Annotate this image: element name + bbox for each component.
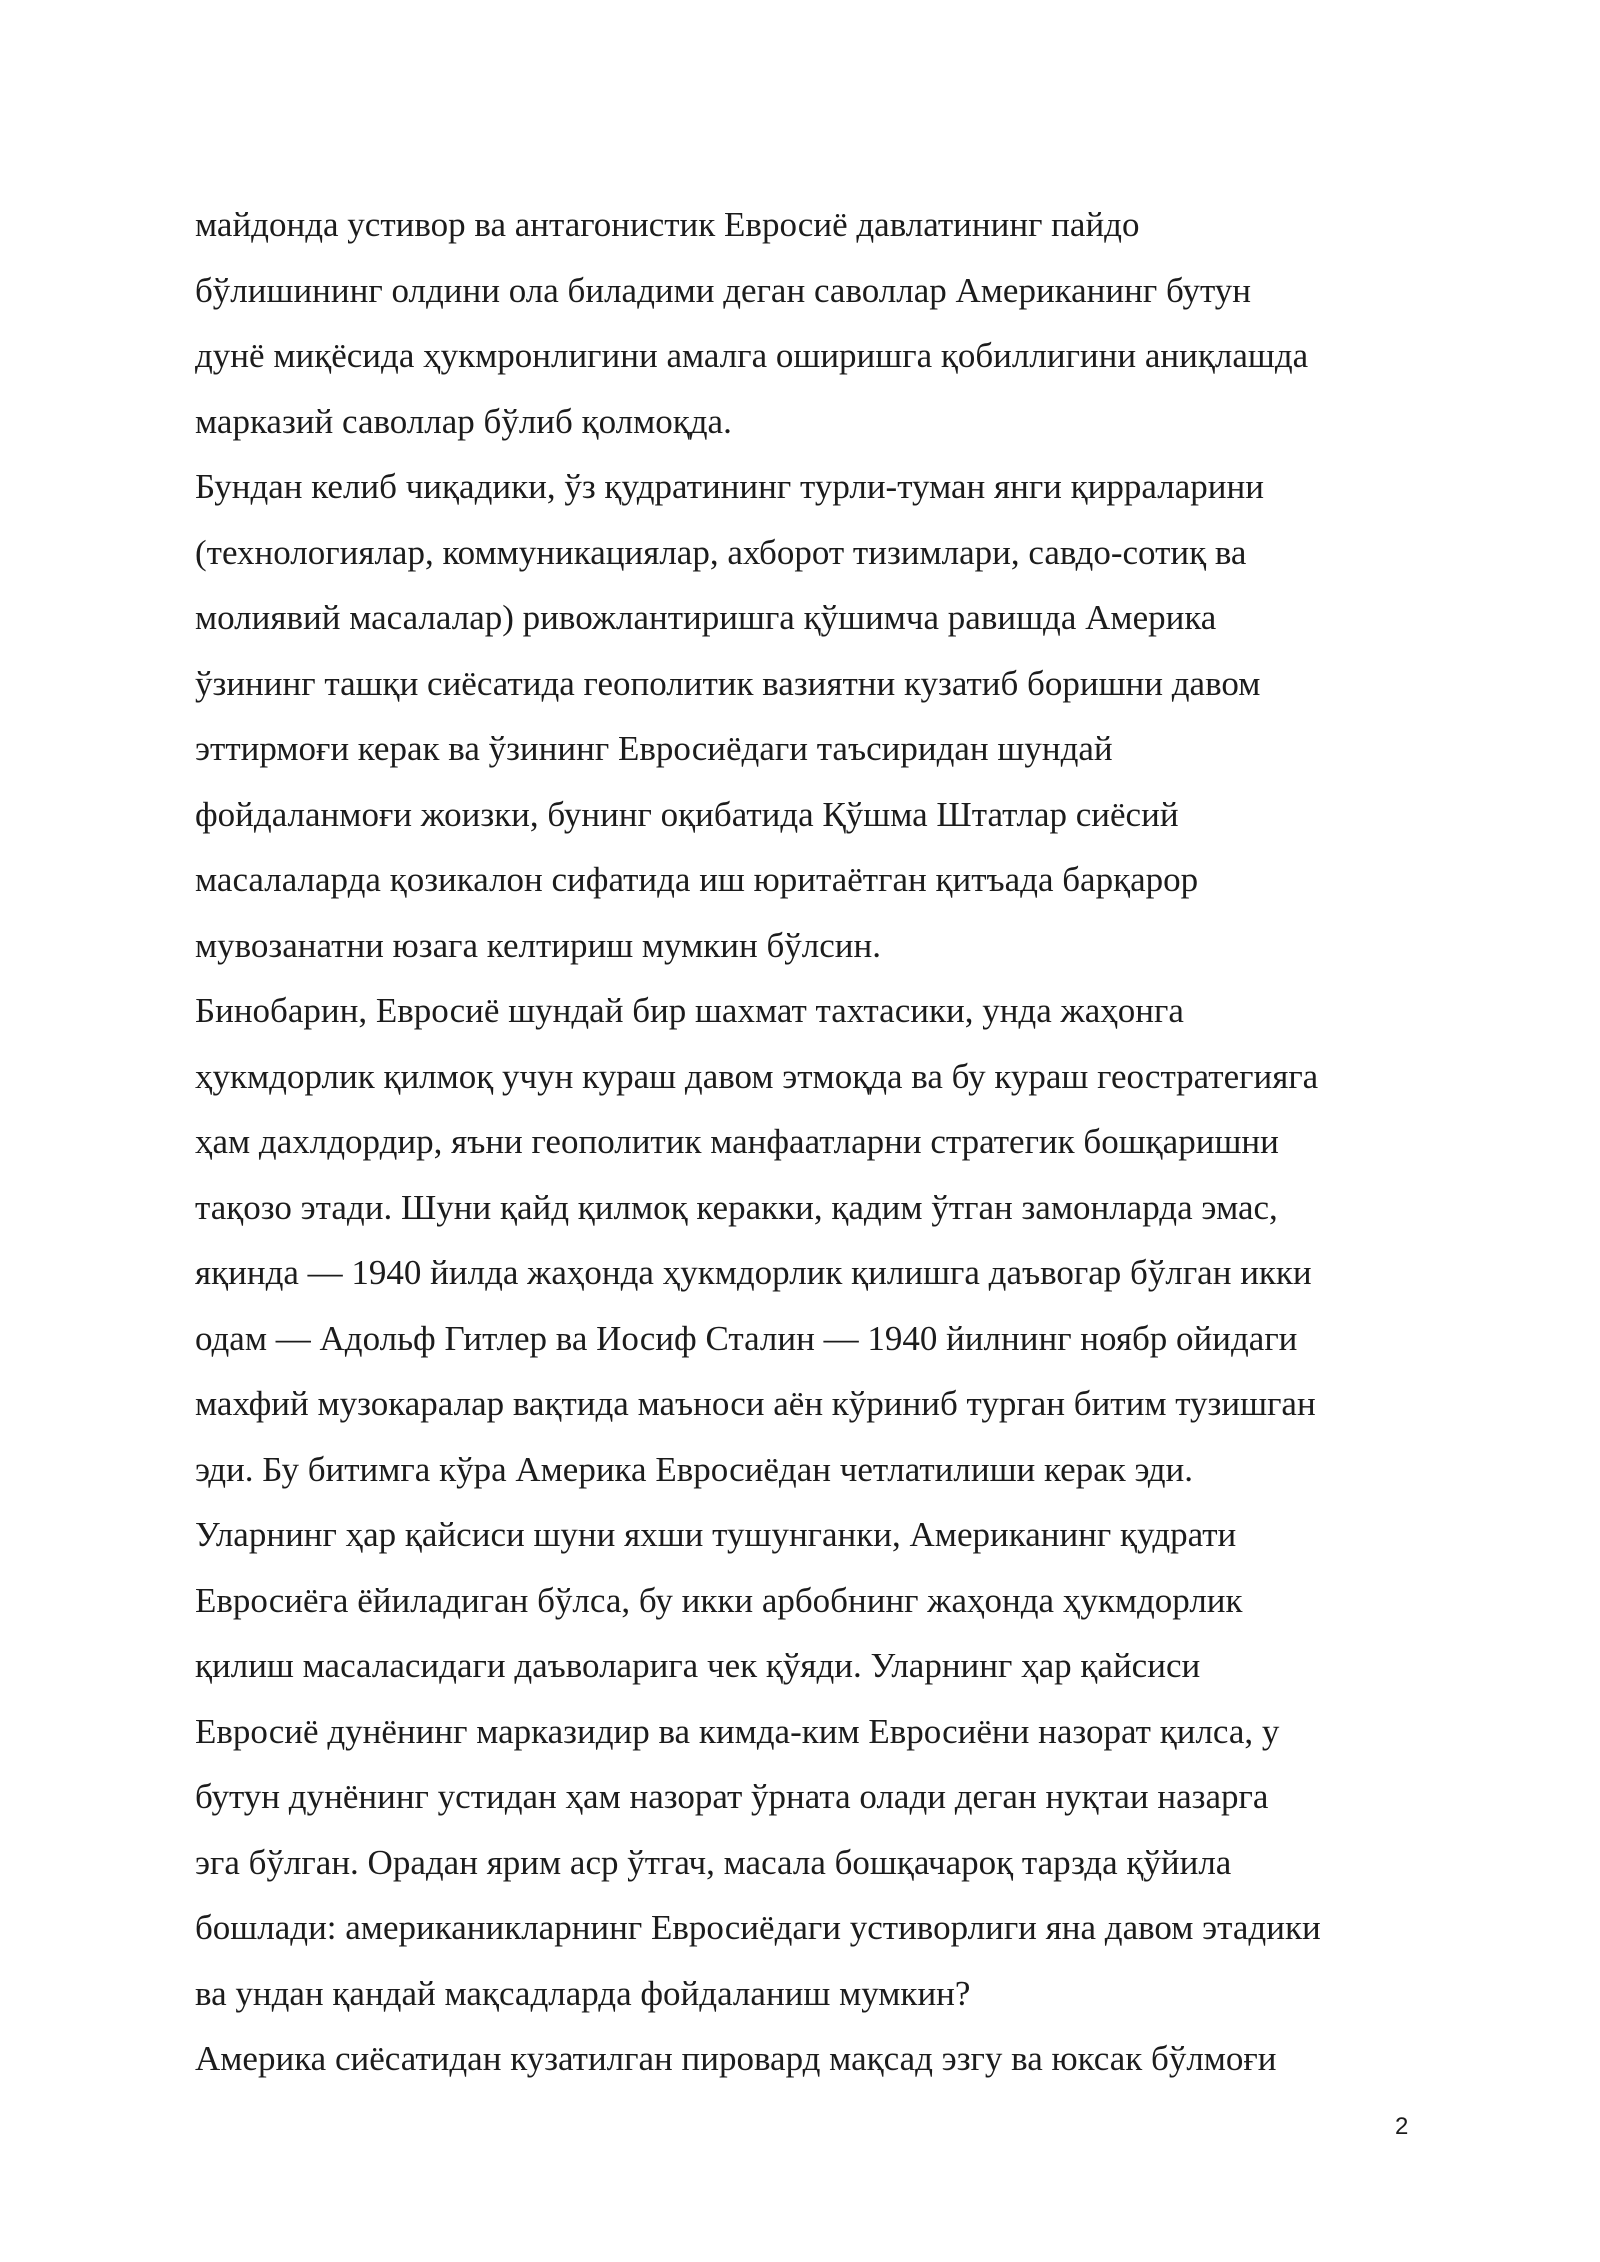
- body-text: [195, 192, 1425, 2092]
- text-line: ўзининг ташқи сиёсатида геополитик вазиятни кузатиб боришни давом: [195, 663, 1261, 703]
- text-line: эга бўлган. Орадан ярим аср ўтгач, масала бошқачароқ тарзда қўйила: [195, 1842, 1232, 1882]
- text-line: ва ундан қандай мақсадларда фойдаланиш мумкин?: [195, 1973, 971, 2013]
- text-line: Америка сиёсатидан кузатилган пировард мақсад эзгу ва юксак бўлмоғи: [195, 2039, 1277, 2078]
- text-line: Уларнинг ҳар қайсиси шуни яхши тушунганки, Американинг қудрати: [195, 1515, 1237, 1554]
- text-line: махфий музокаралар вақтида маъноси аён кўриниб турган битим тузишган: [195, 1384, 1316, 1423]
- text-line: фойдаланмоғи жоизки, бунинг оқибатида Қўшма Штатлар сиёсий: [195, 794, 1179, 834]
- text-line: эди. Бу битимга кўра Америка Евросиёдан четлатилиши керак эди.: [195, 1449, 1193, 1489]
- text-line: қилиш масаласидаги даъволарига чек қўяди. Уларнинг ҳар қайсиси: [195, 1646, 1201, 1685]
- text-line: молиявий масалалар) ривожлантиришга қўшимча равишда Америка: [195, 598, 1217, 637]
- text-line: Евросиё дунёнинг марказидир ва кимда-ким Евросиёни назорат қилса, у: [195, 1711, 1280, 1751]
- text-line: масалаларда қозикалон сифатида иш юритаётган қитъада барқарор: [195, 860, 1199, 899]
- text-line: бошлади: американикларнинг Евросиёдаги устиворлиги яна давом этадики: [195, 1908, 1321, 1947]
- text-line: мувозанатни юзага келтириш мумкин бўлсин.: [195, 925, 881, 965]
- text-line: эттирмоғи керак ва ўзининг Евросиёдаги таъсиридан шундай: [195, 729, 1113, 768]
- text-line: майдонда устивор ва антагонистик Евросиё давлатининг пайдо: [195, 205, 1140, 244]
- text-line: марказий саволлар бўлиб қолмоқда.: [195, 401, 732, 441]
- page-number: 2: [1395, 2113, 1409, 2140]
- text-line: яқинда — 1940 йилда жаҳонда ҳукмдорлик қилишга даъвогар бўлган икки: [195, 1253, 1312, 1292]
- text-line: бўлишининг олдини ола биладими деган саволлар Американинг бутун: [195, 270, 1252, 310]
- text-line: Евросиёга ёйиладиган бўлса, бу икки арбобнинг жаҳонда ҳукмдорлик: [195, 1580, 1243, 1620]
- text-line: одам — Адольф Гитлер ва Иосиф Сталин — 1940 йилнинг ноябр ойидаги: [195, 1318, 1298, 1358]
- text-line: дунё миқёсида ҳукмронлигини амалга оширишга қобиллигини аниқлашда: [195, 336, 1309, 375]
- text-line: Бундан келиб чиқадики, ўз қудратининг турли-туман янги қирраларини: [195, 467, 1264, 506]
- text-line: тақозо этади. Шуни қайд қилмоқ керакки, қадим ўтган замонларда эмас,: [195, 1187, 1278, 1227]
- text-line: ҳукмдорлик қилмоқ учун кураш давом этмоқда ва бу кураш геостратегияга: [195, 1056, 1319, 1096]
- text-line: Бинобарин, Евросиё шундай бир шахмат тахтасики, унда жаҳонга: [195, 991, 1184, 1030]
- text-line: (технологиялар, коммуникациялар, ахборот тизимлари, савдо-сотиқ ва: [195, 532, 1247, 572]
- text-line: бутун дунёнинг устидан ҳам назорат ўрната олади деган нуқтаи назарга: [195, 1777, 1269, 1816]
- text-line: ҳам дахлдордир, яъни геополитик манфаатларни стратегик бошқаришни: [195, 1122, 1279, 1161]
